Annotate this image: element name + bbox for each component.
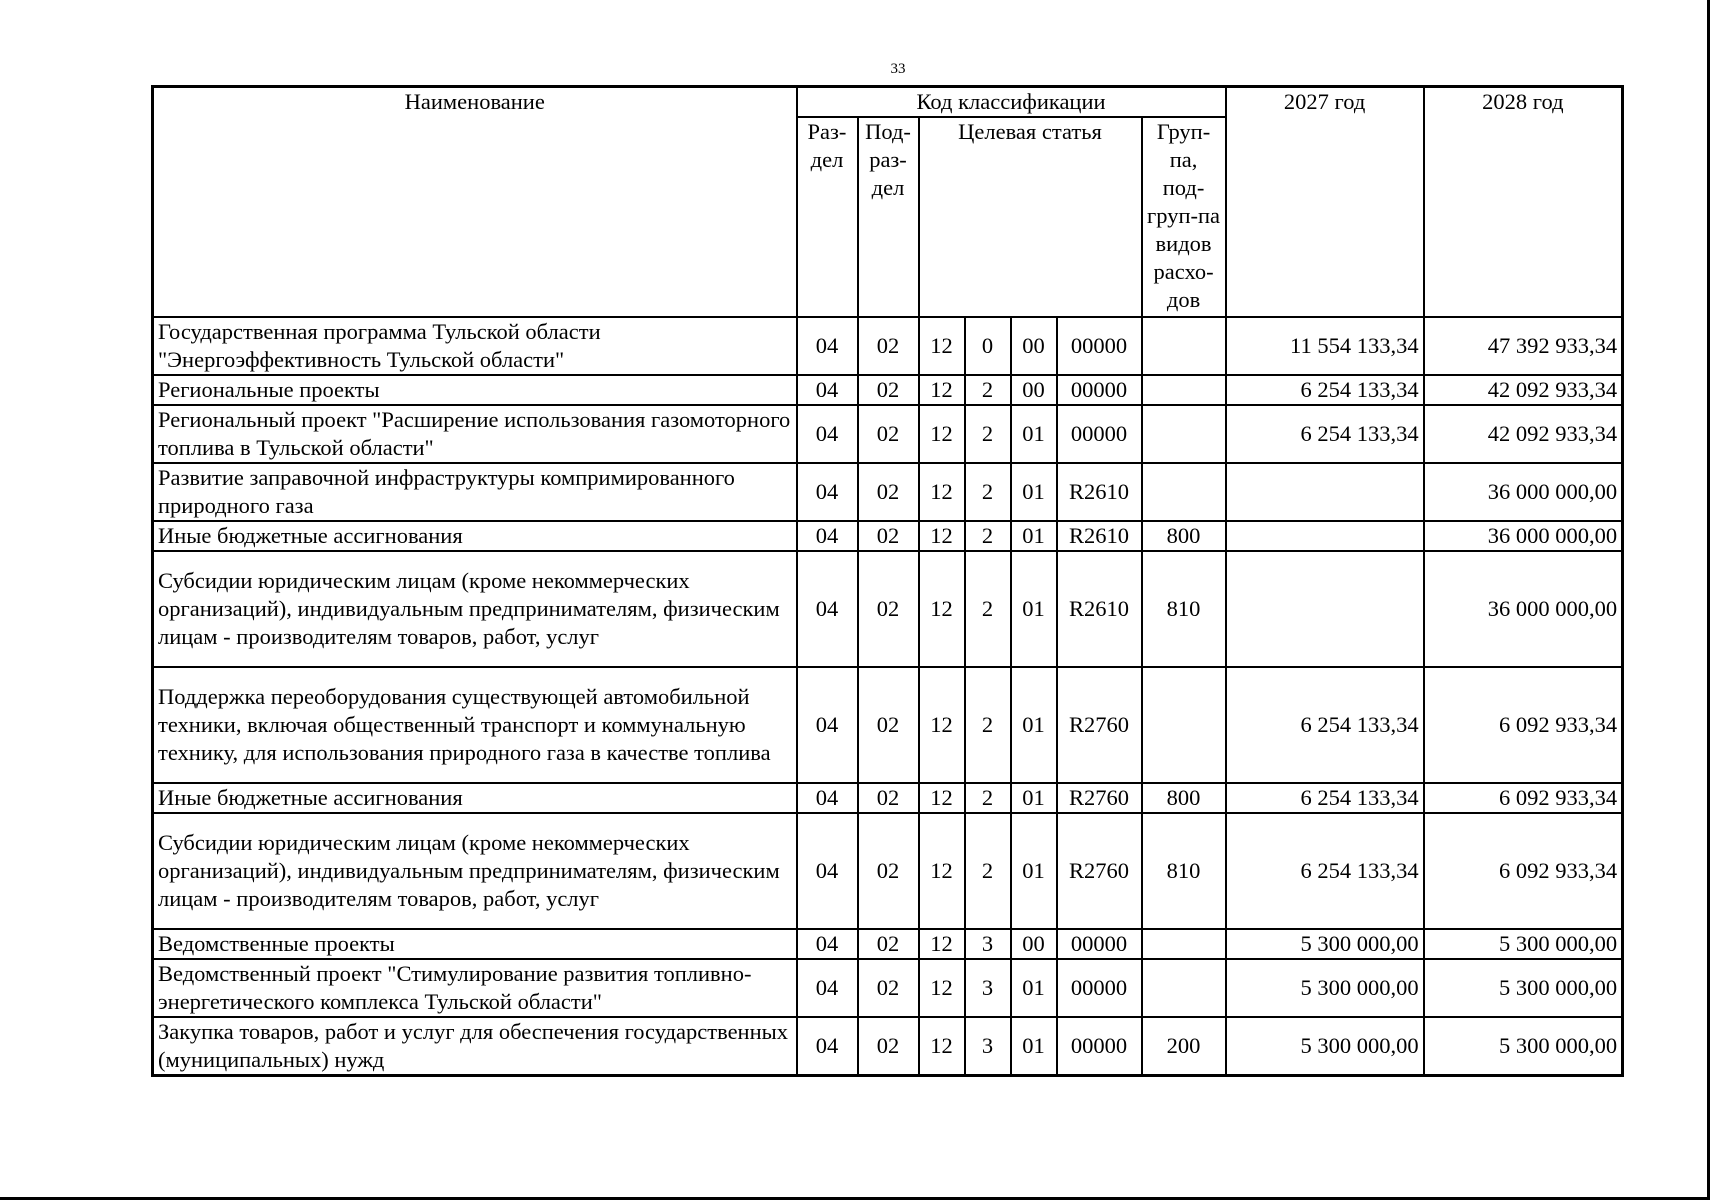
row-podrazdel: 02 (858, 521, 919, 551)
row-sum-2027: 6 254 133,34 (1226, 783, 1424, 813)
row-sum-2027 (1226, 463, 1424, 521)
header-podrazdel: Под-раз-дел (858, 117, 919, 317)
row-sum-2028: 42 092 933,34 (1424, 405, 1623, 463)
row-target-direction: R2760 (1057, 813, 1142, 929)
row-sum-2028: 5 300 000,00 (1424, 929, 1623, 959)
row-target-type: 2 (965, 375, 1011, 405)
row-razdel: 04 (797, 783, 858, 813)
row-expense-group (1142, 667, 1226, 783)
row-name: Субсидии юридическим лицам (кроме некоммерческих организаций), индивидуальным предпринимателям, физическим лицам - производителям товаров, работ, услуг (153, 813, 797, 929)
row-name: Закупка товаров, работ и услуг для обеспечения государственных (муниципальных) нужд (153, 1017, 797, 1076)
row-target-structure: 01 (1011, 521, 1057, 551)
row-target-structure: 01 (1011, 959, 1057, 1017)
row-target-direction: 00000 (1057, 317, 1142, 375)
row-sum-2027: 6 254 133,34 (1226, 405, 1424, 463)
row-target-program: 12 (919, 1017, 965, 1076)
table-row (153, 405, 1623, 463)
table-row (153, 929, 1623, 959)
row-target-program: 12 (919, 405, 965, 463)
row-target-type: 3 (965, 1017, 1011, 1076)
row-podrazdel: 02 (858, 783, 919, 813)
row-target-program: 12 (919, 667, 965, 783)
row-target-direction: 00000 (1057, 375, 1142, 405)
row-name: Ведомственные проекты (153, 929, 797, 959)
row-target-type: 2 (965, 405, 1011, 463)
row-sum-2028: 36 000 000,00 (1424, 551, 1623, 667)
row-sum-2027: 5 300 000,00 (1226, 929, 1424, 959)
page-number: 33 (890, 61, 906, 77)
row-podrazdel: 02 (858, 667, 919, 783)
table-row (153, 667, 1623, 783)
row-sum-2028: 47 392 933,34 (1424, 317, 1623, 375)
row-podrazdel: 02 (858, 375, 919, 405)
row-target-structure: 01 (1011, 405, 1057, 463)
header-year-2027: 2027 год (1226, 87, 1424, 318)
row-target-type: 2 (965, 463, 1011, 521)
row-target-direction: R2610 (1057, 521, 1142, 551)
table-row (153, 463, 1623, 521)
row-name: Государственная программа Тульской области "Энергоэффективность Тульской области" (153, 317, 797, 375)
row-name: Региональный проект "Расширение использования газомоторного топлива в Тульской области" (153, 405, 797, 463)
row-expense-group (1142, 959, 1226, 1017)
row-expense-group (1142, 375, 1226, 405)
table-row (153, 813, 1623, 929)
row-podrazdel: 02 (858, 813, 919, 929)
row-razdel: 04 (797, 317, 858, 375)
row-target-direction: 00000 (1057, 405, 1142, 463)
row-razdel: 04 (797, 929, 858, 959)
row-expense-group (1142, 317, 1226, 375)
row-target-structure: 00 (1011, 317, 1057, 375)
table-row (153, 783, 1623, 813)
row-sum-2027: 6 254 133,34 (1226, 813, 1424, 929)
row-sum-2027 (1226, 551, 1424, 667)
row-name: Иные бюджетные ассигнования (153, 521, 797, 551)
table-row (153, 521, 1623, 551)
table-row (153, 959, 1623, 1017)
row-target-structure: 01 (1011, 551, 1057, 667)
row-target-direction: 00000 (1057, 1017, 1142, 1076)
budget-table (151, 85, 1624, 1077)
row-razdel: 04 (797, 551, 858, 667)
row-name: Субсидии юридическим лицам (кроме некоммерческих организаций), индивидуальным предпринимателям, физическим лицам - производителям товаров, работ, услуг (153, 551, 797, 667)
row-podrazdel: 02 (858, 463, 919, 521)
row-target-structure: 01 (1011, 813, 1057, 929)
row-target-type: 3 (965, 929, 1011, 959)
row-target-direction: R2760 (1057, 667, 1142, 783)
row-target-type: 2 (965, 813, 1011, 929)
header-target-article: Целевая статья (919, 117, 1142, 317)
row-podrazdel: 02 (858, 405, 919, 463)
row-razdel: 04 (797, 1017, 858, 1076)
row-sum-2028: 6 092 933,34 (1424, 783, 1623, 813)
row-target-structure: 01 (1011, 463, 1057, 521)
row-podrazdel: 02 (858, 551, 919, 667)
row-target-program: 12 (919, 783, 965, 813)
row-name: Региональные проекты (153, 375, 797, 405)
row-target-structure: 00 (1011, 929, 1057, 959)
header-classification: Код классификации (797, 87, 1226, 118)
header-year-2028: 2028 год (1424, 87, 1623, 318)
row-target-direction: 00000 (1057, 959, 1142, 1017)
table-row (153, 375, 1623, 405)
row-sum-2027: 6 254 133,34 (1226, 667, 1424, 783)
row-razdel: 04 (797, 813, 858, 929)
row-expense-group (1142, 929, 1226, 959)
row-target-type: 2 (965, 551, 1011, 667)
row-expense-group: 200 (1142, 1017, 1226, 1076)
row-target-program: 12 (919, 551, 965, 667)
row-podrazdel: 02 (858, 959, 919, 1017)
row-razdel: 04 (797, 463, 858, 521)
row-target-program: 12 (919, 463, 965, 521)
header-razdel: Раз-дел (797, 117, 858, 317)
row-razdel: 04 (797, 375, 858, 405)
row-razdel: 04 (797, 667, 858, 783)
row-target-type: 2 (965, 783, 1011, 813)
header-name: Наименование (153, 87, 797, 318)
row-sum-2028: 36 000 000,00 (1424, 521, 1623, 551)
row-razdel: 04 (797, 521, 858, 551)
row-expense-group: 810 (1142, 551, 1226, 667)
row-sum-2028: 6 092 933,34 (1424, 667, 1623, 783)
row-sum-2028: 5 300 000,00 (1424, 1017, 1623, 1076)
row-target-type: 2 (965, 521, 1011, 551)
row-target-direction: R2610 (1057, 551, 1142, 667)
row-target-structure: 00 (1011, 375, 1057, 405)
row-target-structure: 01 (1011, 1017, 1057, 1076)
row-expense-group (1142, 463, 1226, 521)
row-sum-2027 (1226, 521, 1424, 551)
row-target-program: 12 (919, 375, 965, 405)
row-sum-2028: 6 092 933,34 (1424, 813, 1623, 929)
row-name: Ведомственный проект "Стимулирование развития топливно-энергетического комплекса Тульской области" (153, 959, 797, 1017)
row-sum-2027: 6 254 133,34 (1226, 375, 1424, 405)
header-expense-group: Груп-па, под-груп-па видов расхо-дов (1142, 117, 1226, 317)
row-podrazdel: 02 (858, 929, 919, 959)
row-target-program: 12 (919, 929, 965, 959)
row-expense-group (1142, 405, 1226, 463)
row-expense-group: 800 (1142, 783, 1226, 813)
row-target-direction: 00000 (1057, 929, 1142, 959)
table-body (153, 317, 1623, 1076)
row-expense-group: 800 (1142, 521, 1226, 551)
row-sum-2028: 42 092 933,34 (1424, 375, 1623, 405)
row-target-structure: 01 (1011, 667, 1057, 783)
row-target-direction: R2760 (1057, 783, 1142, 813)
row-razdel: 04 (797, 405, 858, 463)
row-podrazdel: 02 (858, 317, 919, 375)
table-row (153, 551, 1623, 667)
row-target-program: 12 (919, 317, 965, 375)
row-target-type: 3 (965, 959, 1011, 1017)
row-name: Иные бюджетные ассигнования (153, 783, 797, 813)
row-podrazdel: 02 (858, 1017, 919, 1076)
row-name: Поддержка переоборудования существующей автомобильной техники, включая общественный транспорт и коммунальную технику, для использования природного газа в качестве топлива (153, 667, 797, 783)
row-target-type: 2 (965, 667, 1011, 783)
row-sum-2027: 5 300 000,00 (1226, 1017, 1424, 1076)
table-row (153, 317, 1623, 375)
row-target-type: 0 (965, 317, 1011, 375)
row-target-program: 12 (919, 959, 965, 1017)
row-target-structure: 01 (1011, 783, 1057, 813)
row-sum-2027: 5 300 000,00 (1226, 959, 1424, 1017)
row-target-direction: R2610 (1057, 463, 1142, 521)
row-target-program: 12 (919, 813, 965, 929)
row-razdel: 04 (797, 959, 858, 1017)
row-target-program: 12 (919, 521, 965, 551)
row-name: Развитие заправочной инфраструктуры компримированного природного газа (153, 463, 797, 521)
row-sum-2028: 5 300 000,00 (1424, 959, 1623, 1017)
row-sum-2028: 36 000 000,00 (1424, 463, 1623, 521)
row-sum-2027: 11 554 133,34 (1226, 317, 1424, 375)
table-row (153, 1017, 1623, 1076)
row-expense-group: 810 (1142, 813, 1226, 929)
